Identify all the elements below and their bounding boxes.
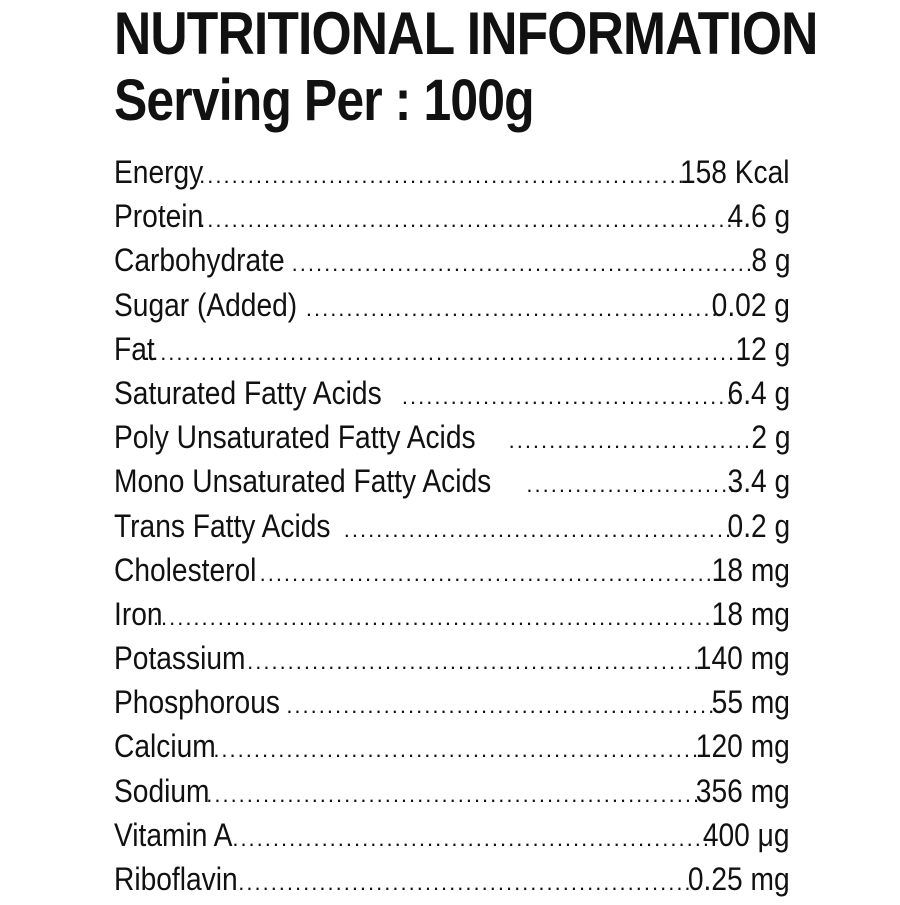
dot-leader [286, 684, 717, 728]
nutrient-row-carbohydrate [114, 238, 790, 282]
dot-leader [260, 552, 718, 596]
nutrient-row-phosphorous [114, 680, 790, 724]
nutrient-value: 0.25 mg [688, 861, 790, 897]
nutrient-value: 140 mg [696, 640, 790, 677]
dot-leader [402, 375, 735, 419]
nutrient-row-mono-unsaturated-fatty-acids [114, 459, 790, 503]
nutrient-value: 8 g [750, 242, 790, 279]
nutrient-row-sodium [114, 769, 790, 813]
page-title: NUTRITIONAL INFORMATION [114, 0, 818, 67]
nutrient-value: 4.6 g [727, 198, 790, 235]
nutrient-row-calcium [114, 724, 790, 768]
nutrient-label: Energy [114, 154, 204, 190]
dot-leader [199, 154, 682, 198]
nutrient-value: 356 mg [696, 772, 790, 809]
dot-leader [144, 331, 744, 375]
nutrient-row-iron [114, 592, 790, 636]
nutrition-panel [114, 0, 818, 897]
nutrient-value: 120 mg [696, 728, 790, 765]
nutrient-row-sugar-added [114, 283, 790, 327]
dot-leader [344, 508, 735, 552]
dot-leader [509, 419, 762, 463]
nutrient-row-potassium [114, 636, 790, 680]
serving-size: Serving Per : 100g [114, 68, 534, 133]
nutrient-label: Carbohydrate [114, 242, 285, 279]
nutrient-value: 400 μg [703, 816, 790, 853]
nutrient-row-protein [114, 194, 790, 238]
nutrient-label: Cholesterol [114, 551, 257, 588]
nutrient-row-energy [114, 150, 790, 194]
nutrient-row-poly-unsaturated-fatty-acids [114, 415, 790, 459]
nutrient-label: Phosphorous [114, 684, 280, 721]
dot-leader [153, 596, 717, 640]
nutrient-value: 18 mg [711, 551, 790, 588]
nutrient-label: Poly Unsaturated Fatty Acids [114, 419, 476, 456]
nutrient-label: Riboflavin [114, 861, 238, 897]
dot-leader [238, 861, 690, 905]
nutrient-value: 12 g [735, 330, 790, 367]
nutrient-value: 6.4 g [727, 374, 790, 411]
nutrient-value: 18 mg [711, 595, 790, 632]
nutrient-value: 0.02 g [711, 286, 790, 323]
nutrient-list [114, 150, 790, 901]
nutrient-label: Sodium [114, 772, 210, 809]
nutrient-row-trans-fatty-acids [114, 504, 790, 548]
dot-leader [213, 728, 699, 772]
nutrient-value: 2 g [750, 419, 790, 456]
nutrient-label: Iron [114, 595, 163, 632]
nutrient-label: Fat [114, 330, 155, 367]
nutrient-value: 3.4 g [727, 463, 790, 500]
dot-leader [232, 817, 707, 861]
nutrient-label: Vitamin A [114, 816, 233, 853]
nutrient-row-riboflavin [114, 857, 790, 901]
nutrient-label: Sugar (Added) [114, 286, 298, 323]
nutrient-row-cholesterol [114, 548, 790, 592]
dot-leader [526, 463, 735, 507]
nutrient-label: Calcium [114, 728, 216, 765]
nutrient-value: 0.2 g [727, 507, 790, 544]
nutrient-value: 55 mg [711, 684, 790, 721]
nutrient-label: Potassium [114, 640, 246, 677]
dot-leader [199, 198, 735, 242]
nutrient-label: Trans Fatty Acids [114, 507, 331, 544]
nutrient-row-vitamin-a [114, 813, 790, 857]
nutrient-label: Saturated Fatty Acids [114, 374, 382, 411]
nutrient-row-fat [114, 327, 790, 371]
nutrient-row-saturated-fatty-acids [114, 371, 790, 415]
dot-leader [306, 287, 717, 331]
dot-leader [247, 640, 699, 684]
dot-leader [206, 773, 699, 817]
nutrient-label: Protein [114, 198, 204, 235]
dot-leader [292, 242, 762, 286]
nutrient-label: Mono Unsaturated Fatty Acids [114, 463, 492, 500]
nutrient-value: 158 Kcal [680, 154, 790, 190]
